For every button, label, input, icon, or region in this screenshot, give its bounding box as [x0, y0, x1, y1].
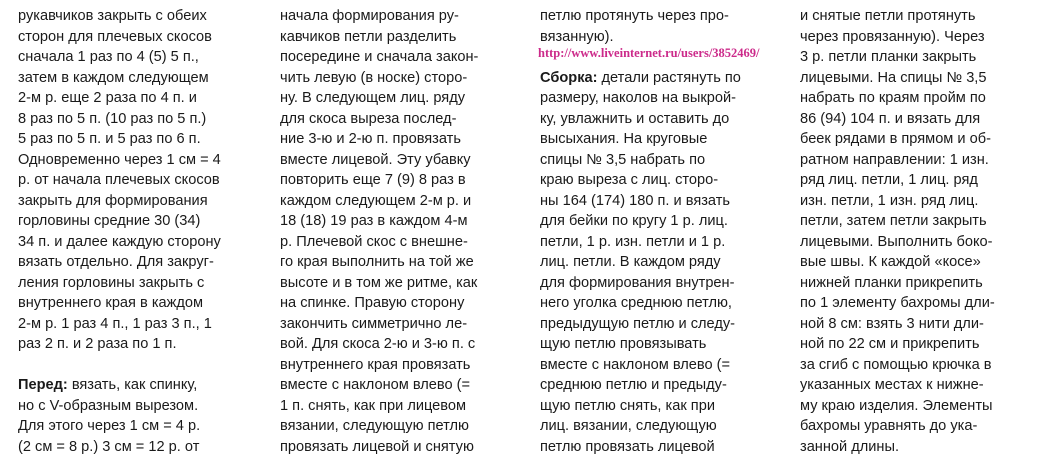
col2-line: для скоса выреза послед- [280, 109, 478, 130]
col4-line: ряд лиц. петли, 1 лиц. ряд [800, 170, 995, 191]
col4-line: ной по 22 см и прикрепить [800, 334, 995, 355]
col4-line: му краю изделия. Элементы [800, 396, 995, 417]
col1-line: затем в каждом следующем [18, 68, 221, 89]
col3-line: для бейки по кругу 1 р. лиц. [540, 211, 741, 232]
column-3 [540, 6, 741, 457]
col3-line: лиц. петли. В каждом ряду [540, 252, 741, 273]
col1-line: внутреннего края в каждом [18, 293, 221, 314]
col1-line: 8 раз по 5 п. (10 раз по 5 п.) [18, 109, 221, 130]
col2-line: вместе лицевой. Эту убавку [280, 150, 478, 171]
col3-line: него уголка среднюю петлю, [540, 293, 741, 314]
assembly-section-text: детали растянуть по [597, 70, 740, 86]
col4-line: занной длины. [800, 437, 995, 457]
col4-line: 3 р. петли планки закрыть [800, 47, 995, 68]
col4-line: ной 8 см: взять 3 нити дли- [800, 314, 995, 335]
col4-line: бахромы уравнять до ука- [800, 416, 995, 437]
col1-line: Одновременно через 1 см = 4 [18, 150, 221, 171]
col3-line: высыхания. На круговые [540, 129, 741, 150]
col4-line: 86 (94) 104 п. и вязать для [800, 109, 995, 130]
col2-line: 18 (18) 19 раз в каждом 4-м [280, 211, 478, 232]
col1-line: (2 см = 8 р.) 3 см = 12 р. от [18, 437, 221, 457]
col4-line: по 1 элементу бахромы дли- [800, 293, 995, 314]
col1-line: Для этого через 1 см = 4 р. [18, 416, 221, 437]
col3-line: петлю протянуть через про- [540, 6, 741, 27]
col1-line: 34 п. и далее каждую сторону [18, 232, 221, 253]
col2-line: кавчиков петли разделить [280, 27, 478, 48]
col3-line: лиц. вязании, следующую [540, 416, 741, 437]
col3-line: вместе с наклоном влево (= [540, 355, 741, 376]
col2-line: ние 3-ю и 2-ю п. провязать [280, 129, 478, 150]
col1-line: сторон для плечевых скосов [18, 27, 221, 48]
col3-line: щую петлю провязывать [540, 334, 741, 355]
col1-line: но с V-образным вырезом. [18, 396, 221, 417]
col4-line: указанных местах к нижне- [800, 375, 995, 396]
col4-line: и снятые петли протянуть [800, 6, 995, 27]
col3-line: ку, увлажнить и оставить до [540, 109, 741, 130]
col1-line: 5 раз по 5 п. и 5 раз по 6 п. [18, 129, 221, 150]
col2-line: чить левую (в носке) сторо- [280, 68, 478, 89]
column-2 [280, 6, 478, 457]
col3-line: спицы № 3,5 набрать по [540, 150, 741, 171]
col2-line: ну. В следующем лиц. ряду [280, 88, 478, 109]
col1-line: р. от начала плечевых скосов [18, 170, 221, 191]
col1-line: ления горловины закрыть с [18, 273, 221, 294]
col4-line: набрать по краям пройм по [800, 88, 995, 109]
col3-line: петлю провязать лицевой [540, 437, 741, 457]
column-4 [800, 6, 995, 457]
col4-line: изн. петли, 1 изн. ряд лиц. [800, 191, 995, 212]
col4-line: беек рядами в прямом и об- [800, 129, 995, 150]
col3-line: среднюю петлю и предыду- [540, 375, 741, 396]
col1-line: горловины средние 30 (34) [18, 211, 221, 232]
paragraph-gap [18, 355, 221, 376]
column-1 [18, 6, 221, 457]
col4-line: вые швы. К каждой «косе» [800, 252, 995, 273]
col2-line: повторить еще 7 (9) 8 раз в [280, 170, 478, 191]
col1-line: вязать отдельно. Для закруг- [18, 252, 221, 273]
col2-line: посередине и сначала закон- [280, 47, 478, 68]
col1-line: 2-м р. еще 2 раза по 4 п. и [18, 88, 221, 109]
front-section-text: вязать, как спинку, [68, 377, 198, 393]
col4-line: ратном направлении: 1 изн. [800, 150, 995, 171]
col2-line: вязании, следующую петлю [280, 416, 478, 437]
col3-line: ны 164 (174) 180 п. и вязать [540, 191, 741, 212]
col3-line: краю выреза с лиц. сторо- [540, 170, 741, 191]
front-section-heading: Перед: [18, 377, 68, 393]
col1-line: раз 2 п. и 2 раза по 1 п. [18, 334, 221, 355]
assembly-section-line [540, 68, 741, 89]
col2-line: р. Плечевой скос с внешне- [280, 232, 478, 253]
col1-line: 2-м р. 1 раз 4 п., 1 раз 3 п., 1 [18, 314, 221, 335]
col4-line: за сгиб с помощью крючка в [800, 355, 995, 376]
col3-line: предыдущую петлю и следу- [540, 314, 741, 335]
col2-line: внутреннего края провязать [280, 355, 478, 376]
col2-line: на спинке. Правую сторону [280, 293, 478, 314]
col4-line: лицевыми. Выполнить боко- [800, 232, 995, 253]
col4-line: через провязанную). Через [800, 27, 995, 48]
source-url-watermark: http://www.liveinternet.ru/users/3852469/ [538, 46, 760, 61]
col2-line: 1 п. снять, как при лицевом [280, 396, 478, 417]
col2-line: каждом следующем 2-м р. и [280, 191, 478, 212]
col3-line: петли, 1 р. изн. петли и 1 р. [540, 232, 741, 253]
col4-line: нижней планки прикрепить [800, 273, 995, 294]
col2-line: го края выполнить на той же [280, 252, 478, 273]
col4-line: лицевыми. На спицы № 3,5 [800, 68, 995, 89]
col1-line: рукавчиков закрыть с обеих [18, 6, 221, 27]
col2-line: начала формирования ру- [280, 6, 478, 27]
col3-line: щую петлю снять, как при [540, 396, 741, 417]
col3-line: для формирования внутрен- [540, 273, 741, 294]
col2-line: вой. Для скоса 2-ю и 3-ю п. с [280, 334, 478, 355]
col3-line: вязанную). [540, 27, 741, 48]
front-section-line [18, 375, 221, 396]
assembly-section-heading: Сборка: [540, 70, 597, 86]
col2-line: вместе с наклоном влево (= [280, 375, 478, 396]
col3-line: размеру, наколов на выкрой- [540, 88, 741, 109]
col2-line: закончить симметрично ле- [280, 314, 478, 335]
col4-line: петли, затем петли закрыть [800, 211, 995, 232]
col1-line: закрыть для формирования [18, 191, 221, 212]
col1-line: сначала 1 раз по 4 (5) 5 п., [18, 47, 221, 68]
col2-line: высоте и в том же ритме, как [280, 273, 478, 294]
col2-line: провязать лицевой и снятую [280, 437, 478, 457]
